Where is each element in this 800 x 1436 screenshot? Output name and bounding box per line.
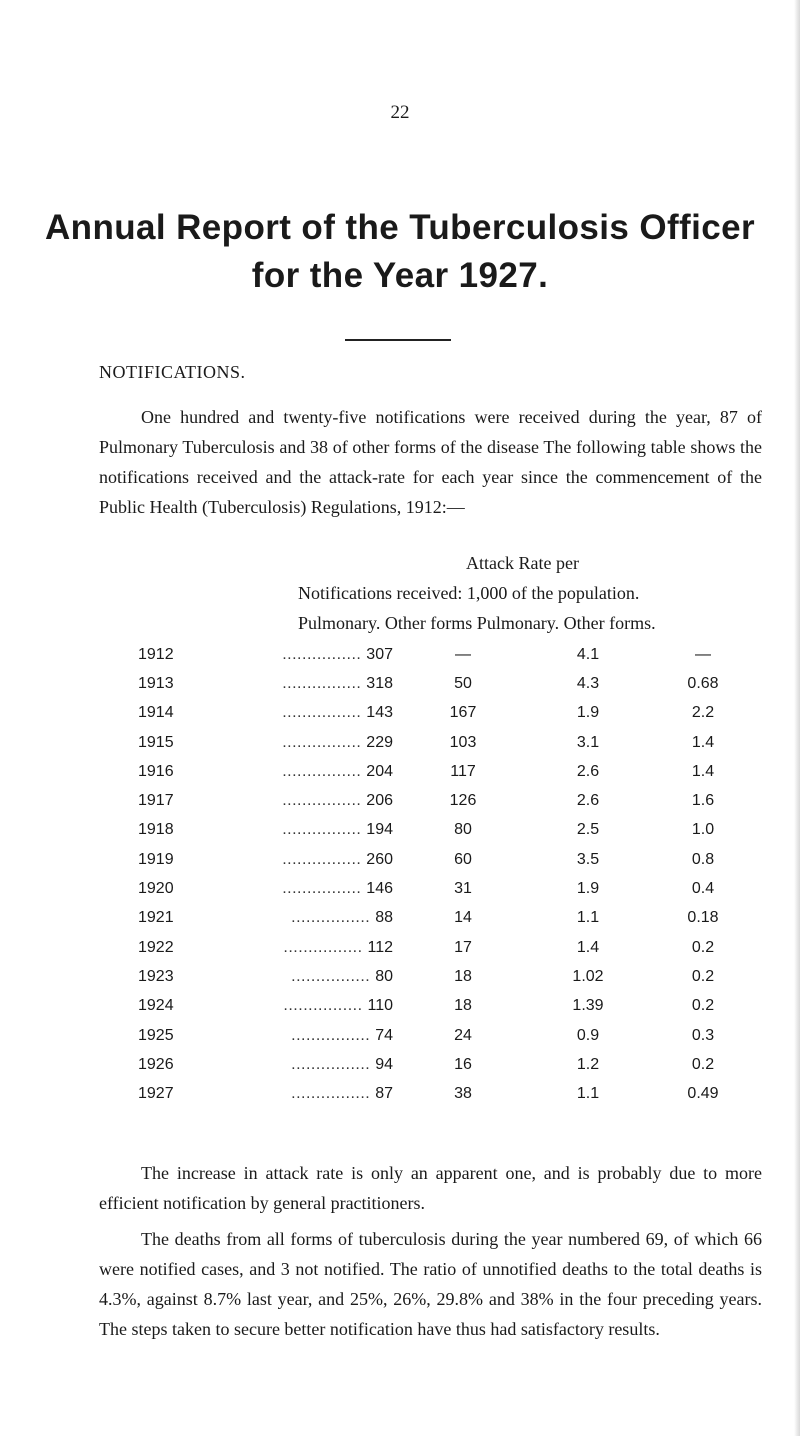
notifications-pulmonary-value: 87: [375, 1085, 393, 1103]
table-row: [138, 904, 763, 933]
increase-paragraph-text: The increase in attack rate is only an apparent one, and is probably due to more efficient notification by general practitioners.: [99, 1163, 762, 1213]
rate-pulmonary-cell: 1.02: [572, 967, 604, 985]
year-cell: 1914: [138, 704, 174, 722]
rate-other-cell: 0.4: [691, 880, 715, 898]
rate-other-cell: 1.4: [691, 733, 715, 751]
notifications-other-cell: 117: [450, 762, 476, 780]
table-header-notifications: Notifications received: 1,000 of the population.: [298, 583, 640, 603]
year-cell: 1915: [138, 733, 174, 751]
notifications-pulmonary-value: 110: [367, 997, 393, 1015]
notifications-pulmonary-cell: [233, 904, 393, 933]
deaths-paragraph-text: The deaths from all forms of tuberculosis during the year numbered 69, of which 66 were notified cases, and 3 not notified. The ratio of unnotified deaths to the total deaths is 4.3%, against 8.7% last year, and 25%, 26%, 29.8% and 38% in the four preceding years. The steps taken to secure better notification have thus had satisfactory results.: [99, 1229, 762, 1339]
notifications-pulmonary-cell: [233, 1079, 393, 1108]
table-row: [138, 874, 763, 903]
rate-other-cell: 0.2: [691, 938, 715, 956]
rate-pulmonary-cell: 2.5: [576, 821, 600, 839]
dot-leader: ................: [282, 674, 367, 692]
table-header-columns: Pulmonary. Other forms Pulmonary. Other forms.: [298, 613, 656, 633]
table-row: [138, 728, 763, 757]
rate-other-cell: 0.8: [691, 850, 715, 868]
notifications-other-cell: 18: [454, 997, 472, 1015]
table-row: [138, 845, 763, 874]
notifications-pulmonary-value: 74: [375, 1026, 393, 1044]
notifications-pulmonary-cell: [233, 874, 393, 903]
rate-other-cell: 1.0: [691, 821, 715, 839]
rate-pulmonary-cell: 1.2: [576, 1055, 600, 1073]
dot-leader: ................: [283, 997, 368, 1015]
rate-pulmonary-cell: 1.39: [572, 997, 604, 1015]
notifications-pulmonary-value: 206: [366, 792, 393, 810]
rate-other-cell: 0.2: [691, 1055, 715, 1073]
report-title-line-1: Annual Report of the Tuberculosis Officer: [45, 208, 755, 247]
rate-other-cell: 1.4: [691, 762, 715, 780]
dot-leader: ................: [282, 704, 367, 722]
dot-leader: ................: [291, 1026, 376, 1044]
rate-pulmonary-cell: 1.9: [576, 704, 600, 722]
year-cell: 1917: [138, 792, 174, 810]
notifications-other-cell: 38: [454, 1085, 472, 1103]
table-row: [138, 992, 763, 1021]
dot-leader: ................: [282, 645, 367, 663]
notifications-pulmonary-cell: [233, 728, 393, 757]
notifications-other-cell: —: [455, 645, 471, 663]
rate-pulmonary-cell: 4.1: [576, 645, 600, 663]
dot-leader: ................: [282, 733, 367, 751]
table-row: [138, 816, 763, 845]
year-cell: 1921: [138, 909, 174, 927]
notifications-pulmonary-cell: [233, 1050, 393, 1079]
year-cell: 1916: [138, 762, 174, 780]
notifications-other-cell: 50: [454, 674, 472, 692]
notifications-table-body: [138, 640, 763, 1109]
notifications-pulmonary-cell: [233, 1021, 393, 1050]
notifications-table: [138, 640, 763, 1109]
dot-leader: ................: [291, 1055, 376, 1073]
increase-paragraph: [99, 1158, 762, 1218]
rate-pulmonary-cell: 4.3: [576, 674, 600, 692]
dot-leader: ................: [291, 909, 376, 927]
notifications-pulmonary-cell: [233, 962, 393, 991]
intro-paragraph-text: One hundred and twenty-five notifications were received during the year, 87 of Pulmonary Tuberculosis and 38 of other forms of the disease The following table shows the notifications received and the attack-rate for each year since the commencement of the Public Health (Tuberculosis) Regulations, 1912:—: [99, 407, 762, 517]
notifications-pulmonary-value: 112: [367, 938, 393, 956]
notifications-pulmonary-value: 229: [366, 733, 393, 751]
notifications-other-cell: 60: [454, 850, 472, 868]
dot-leader: ................: [282, 850, 367, 868]
notifications-pulmonary-cell: [233, 669, 393, 698]
notifications-pulmonary-cell: [233, 933, 393, 962]
table-row: [138, 1050, 763, 1079]
notifications-pulmonary-value: 146: [366, 880, 393, 898]
year-cell: 1913: [138, 674, 174, 692]
rate-pulmonary-cell: 1.1: [576, 909, 600, 927]
rate-other-cell: 0.68: [687, 674, 719, 692]
rate-other-cell: 0.2: [691, 997, 715, 1015]
notifications-pulmonary-cell: [233, 640, 393, 669]
rate-pulmonary-cell: 3.5: [576, 850, 600, 868]
rate-pulmonary-cell: 1.4: [576, 938, 600, 956]
year-cell: 1926: [138, 1055, 174, 1073]
rate-other-cell: 2.2: [691, 704, 715, 722]
notifications-pulmonary-cell: [233, 757, 393, 786]
year-cell: 1925: [138, 1026, 174, 1044]
table-row: [138, 669, 763, 698]
notifications-pulmonary-value: 307: [366, 645, 393, 663]
rate-other-cell: 0.2: [691, 967, 715, 985]
title-divider: [345, 339, 451, 341]
report-title-line-2: for the Year 1927.: [251, 256, 549, 295]
notifications-other-cell: 80: [454, 821, 472, 839]
notifications-other-cell: 31: [454, 880, 472, 898]
notifications-pulmonary-cell: [233, 845, 393, 874]
dot-leader: ................: [282, 762, 367, 780]
dot-leader: ................: [291, 1085, 376, 1103]
dot-leader: ................: [282, 792, 367, 810]
section-heading: NOTIFICATIONS.: [99, 362, 246, 382]
rate-pulmonary-cell: 1.1: [576, 1085, 600, 1103]
year-cell: 1924: [138, 997, 174, 1015]
notifications-other-cell: 18: [454, 967, 472, 985]
year-cell: 1918: [138, 821, 174, 839]
rate-other-cell: 0.3: [691, 1026, 715, 1044]
notifications-pulmonary-value: 204: [366, 762, 393, 780]
rate-pulmonary-cell: 3.1: [576, 733, 600, 751]
notifications-other-cell: 16: [454, 1055, 472, 1073]
notifications-pulmonary-value: 318: [366, 674, 393, 692]
table-row: [138, 933, 763, 962]
notifications-pulmonary-cell: [233, 786, 393, 815]
rate-pulmonary-cell: 2.6: [576, 792, 600, 810]
table-row: [138, 640, 763, 669]
notifications-other-cell: 14: [454, 909, 472, 927]
table-row: [138, 757, 763, 786]
rate-pulmonary-cell: 0.9: [576, 1026, 600, 1044]
table-row: [138, 1079, 763, 1108]
year-cell: 1920: [138, 880, 174, 898]
intro-paragraph: [99, 402, 762, 522]
rate-other-cell: —: [695, 645, 711, 663]
table-row: [138, 962, 763, 991]
dot-leader: ................: [282, 821, 367, 839]
table-header-attack-rate: Attack Rate per: [466, 553, 579, 573]
dot-leader: ................: [282, 880, 367, 898]
notifications-other-cell: 167: [449, 704, 477, 722]
notifications-other-cell: 103: [449, 733, 477, 751]
rate-other-cell: 1.6: [691, 792, 715, 810]
notifications-pulmonary-value: 260: [366, 850, 393, 868]
notifications-pulmonary-cell: [233, 816, 393, 845]
rate-other-cell: 0.49: [687, 1085, 719, 1103]
notifications-other-cell: 126: [449, 792, 477, 810]
notifications-other-cell: 17: [454, 938, 472, 956]
page-edge-shadow: [794, 0, 800, 1436]
dot-leader: ................: [283, 938, 368, 956]
deaths-paragraph: [99, 1224, 762, 1344]
year-cell: 1927: [138, 1085, 174, 1103]
table-row: [138, 786, 763, 815]
page-number: 22: [390, 102, 410, 123]
notifications-pulmonary-value: 94: [375, 1055, 393, 1073]
notifications-pulmonary-cell: [233, 992, 393, 1021]
notifications-pulmonary-value: 80: [375, 967, 393, 985]
notifications-pulmonary-value: 143: [366, 704, 393, 722]
notifications-pulmonary-value: 88: [375, 909, 393, 927]
rate-other-cell: 0.18: [687, 909, 719, 927]
notifications-pulmonary-value: 194: [366, 821, 393, 839]
table-row: [138, 1021, 763, 1050]
dot-leader: ................: [291, 967, 376, 985]
rate-pulmonary-cell: 2.6: [576, 762, 600, 780]
year-cell: 1922: [138, 938, 174, 956]
notifications-other-cell: 24: [454, 1026, 472, 1044]
table-row: [138, 699, 763, 728]
year-cell: 1912: [138, 645, 174, 663]
year-cell: 1923: [138, 967, 174, 985]
year-cell: 1919: [138, 850, 174, 868]
rate-pulmonary-cell: 1.9: [576, 880, 600, 898]
notifications-pulmonary-cell: [233, 699, 393, 728]
